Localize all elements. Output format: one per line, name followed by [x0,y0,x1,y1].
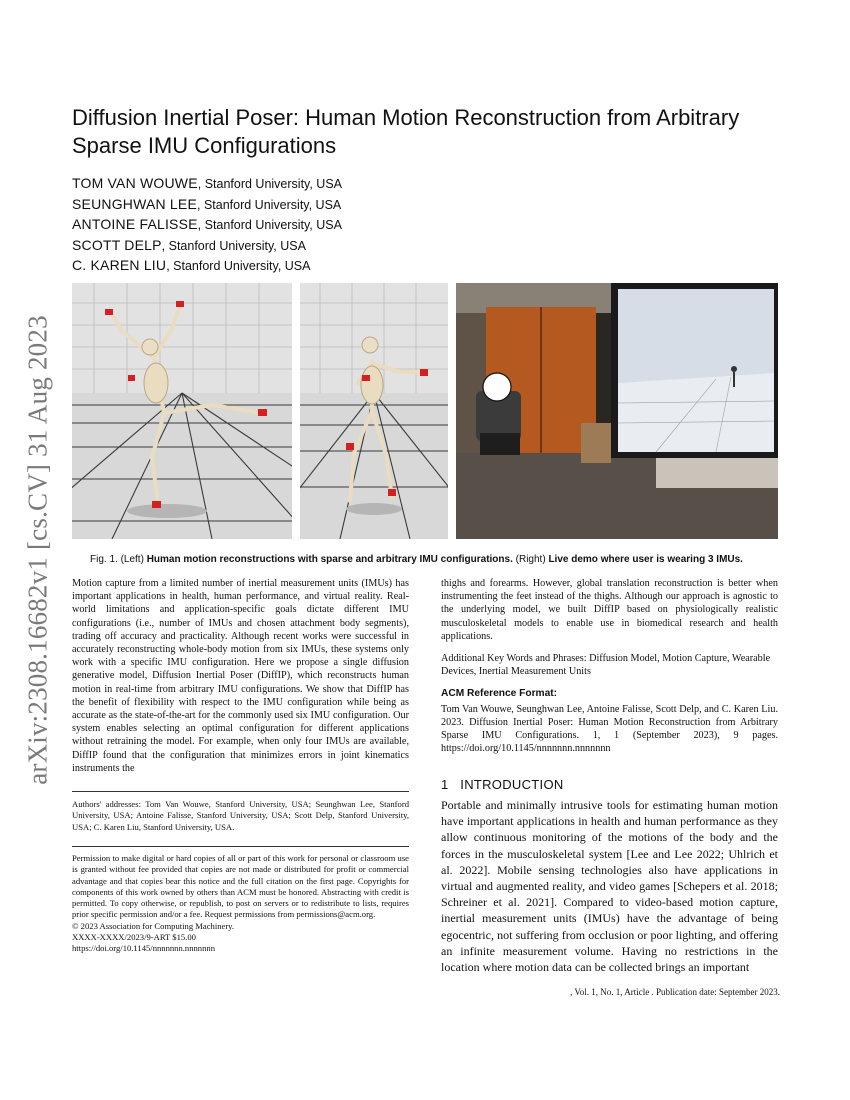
live-demo-photo [456,283,778,539]
section-title: INTRODUCTION [460,777,564,792]
caption-left-text: Human motion reconstructions with sparse and arbitrary IMU configurations. [146,554,513,565]
footnote-rule-permission [72,846,409,847]
acm-reference: Tom Van Wouwe, Seunghwan Lee, Antoine Falisse, Scott Delp, and C. Karen Liu. 2023. Diffusion Inertial Poser: Human Motion Reconstruction from Arbitrary Sparse IMU Configurations. 1, 1 (September 2023), 9 pages. https://doi.org/10.1145/nnnnnnn.nnnnnnn [441,703,778,755]
author-affiliation: , Stanford University, USA [166,259,311,273]
author-entry [72,174,572,195]
author-entry [72,215,572,236]
skeleton-stance-render [300,283,448,539]
abstract [72,577,409,784]
paper-title: Diffusion Inertial Poser: Human Motion Reconstruction from Arbitrary Sparse IMU Configurations [72,105,740,158]
author-list [72,174,572,277]
caption-right-prefix: (Right) [515,554,546,565]
right-column-front-matter [441,577,778,764]
author-affiliation: , Stanford University, USA [197,177,343,191]
caption-right-text: Live demo where user is wearing 3 IMUs. [548,554,743,565]
caption-left-prefix: (Left) [120,554,144,565]
figure-caption [90,553,790,566]
introduction-text: Portable and minimally intrusive tools for estimating human motion have important applications in health and human performance as they allow continuous monitoring of the motions of the body and the forces in the musculoskeletal system [Lee and Lee 2022; Uhlrich et al. 2022]. Mobile sensing technologies also have applications in virtual and augmented reality, and video games [Schepers et al. 2018; Schreiner et al. 2021]. Compared to video-based motion capture, inertial measurement units (IMUs) have the advantage of being egocentric, not suffering from occlusion or poor lighting, and offering an infinite measurement volume. Having no restrictions in the location where motion data can be collected brings an important [441,798,778,975]
abstract-text: Motion capture from a limited number of inertial measurement units (IMUs) has important applications in health, human performance, and virtual reality. Real-world limitations and application-specific goals dictate different IMU configurations (i.e., number of IMUs and chosen attachment body segments), trading off accuracy and practicality. Although recent works were successful in accurately reconstructing whole-body motion from six IMUs, these systems only work with a specific IMU configuration. Here we propose a single diffusion generative model, Diffusion Inertial Poser (DiffIP), which reconstructs human motion in real-time from arbitrary IMU configurations. We show that DiffIP has the benefit of flexibility with respect to the IMU configuration while being as accurate as the state-of-the-art for the commonly used six IMU configuration. Our system enables selecting an optimal configuration for different applications without retraining the model. For example, when only four IMUs are available, DiffIP found that the configuration that minimizes errors in joint kinematics instruments the [72,578,409,774]
footnote-rule-top [72,791,409,792]
author-name: ANTOINE FALISSE [72,216,198,232]
author-affiliation: , Stanford University, USA [161,238,306,253]
arxiv-stamp [14,290,62,810]
authors-addresses-footnote: Authors' addresses: Tom Van Wouwe, Stanford University, USA; Seunghwan Lee, Stanford University, USA; Antoine Falisse, Stanford University, USA; Scott Delp, Stanford University, USA; C. Karen Liu, Stanford University, USA. [72,799,409,832]
author-name: SEUNGHWAN LEE [72,195,197,212]
abstract-continued: thighs and forearms. However, global translation reconstruction is better when instrumenting the feet instead of the thighs. Although our approach is agnostic to the underlying model, we built DiffIP based on physiologically realistic musculoskeletal models to enable use in biomedical research and health applications. [441,578,778,642]
author-entry [72,195,572,216]
keywords: Additional Key Words and Phrases: Diffusion Model, Motion Capture, Wearable Devices, Inertial Measurement Units [441,653,771,678]
author-affiliation: , Stanford University, USA [197,197,342,212]
figure-1 [72,283,778,539]
acm-reference-heading: ACM Reference Format: [441,688,558,700]
issn-line: XXXX-XXXX/2023/9-ART $15.00 [72,932,196,943]
author-entry [72,236,572,257]
author-entry [72,256,572,277]
section-heading-introduction [441,777,564,792]
permission-text: Permission to make digital or hard copies of all or part of this work for personal or classroom use is granted without fee provided that copies are not made or distributed for profit or commercial advantage and that copies bear this notice and the full citation on the first page. Copyrights for components of this work owned by others than ACM must be honored. Abstracting with credit is permitted. To copy otherwise, or republish, to post on servers or to redistribute to lists, requires prior specific permission and/or a fee. Request permissions from permissions@acm.org. [72,853,409,920]
copyright-line: © 2023 Association for Computing Machinery. [72,920,235,931]
section-number: 1 [441,777,449,792]
skeleton-kick-render [72,283,292,539]
arxiv-stamp-text: arXiv:2308.16682v1 [cs.CV] 31 Aug 2023 [22,315,53,785]
author-affiliation: , Stanford University, USA [197,218,342,232]
permission-notice [72,853,409,955]
doi-link[interactable]: https://doi.org/10.1145/nnnnnnn.nnnnnnn [72,943,215,954]
author-name: TOM VAN WOUWE [72,175,198,191]
caption-label: Fig. 1. [90,554,118,565]
running-footer: , Vol. 1, No. 1, Article . Publication date: September 2023. [570,987,780,997]
author-name: SCOTT DELP [72,236,162,253]
author-name: C. KAREN LIU [72,257,167,273]
